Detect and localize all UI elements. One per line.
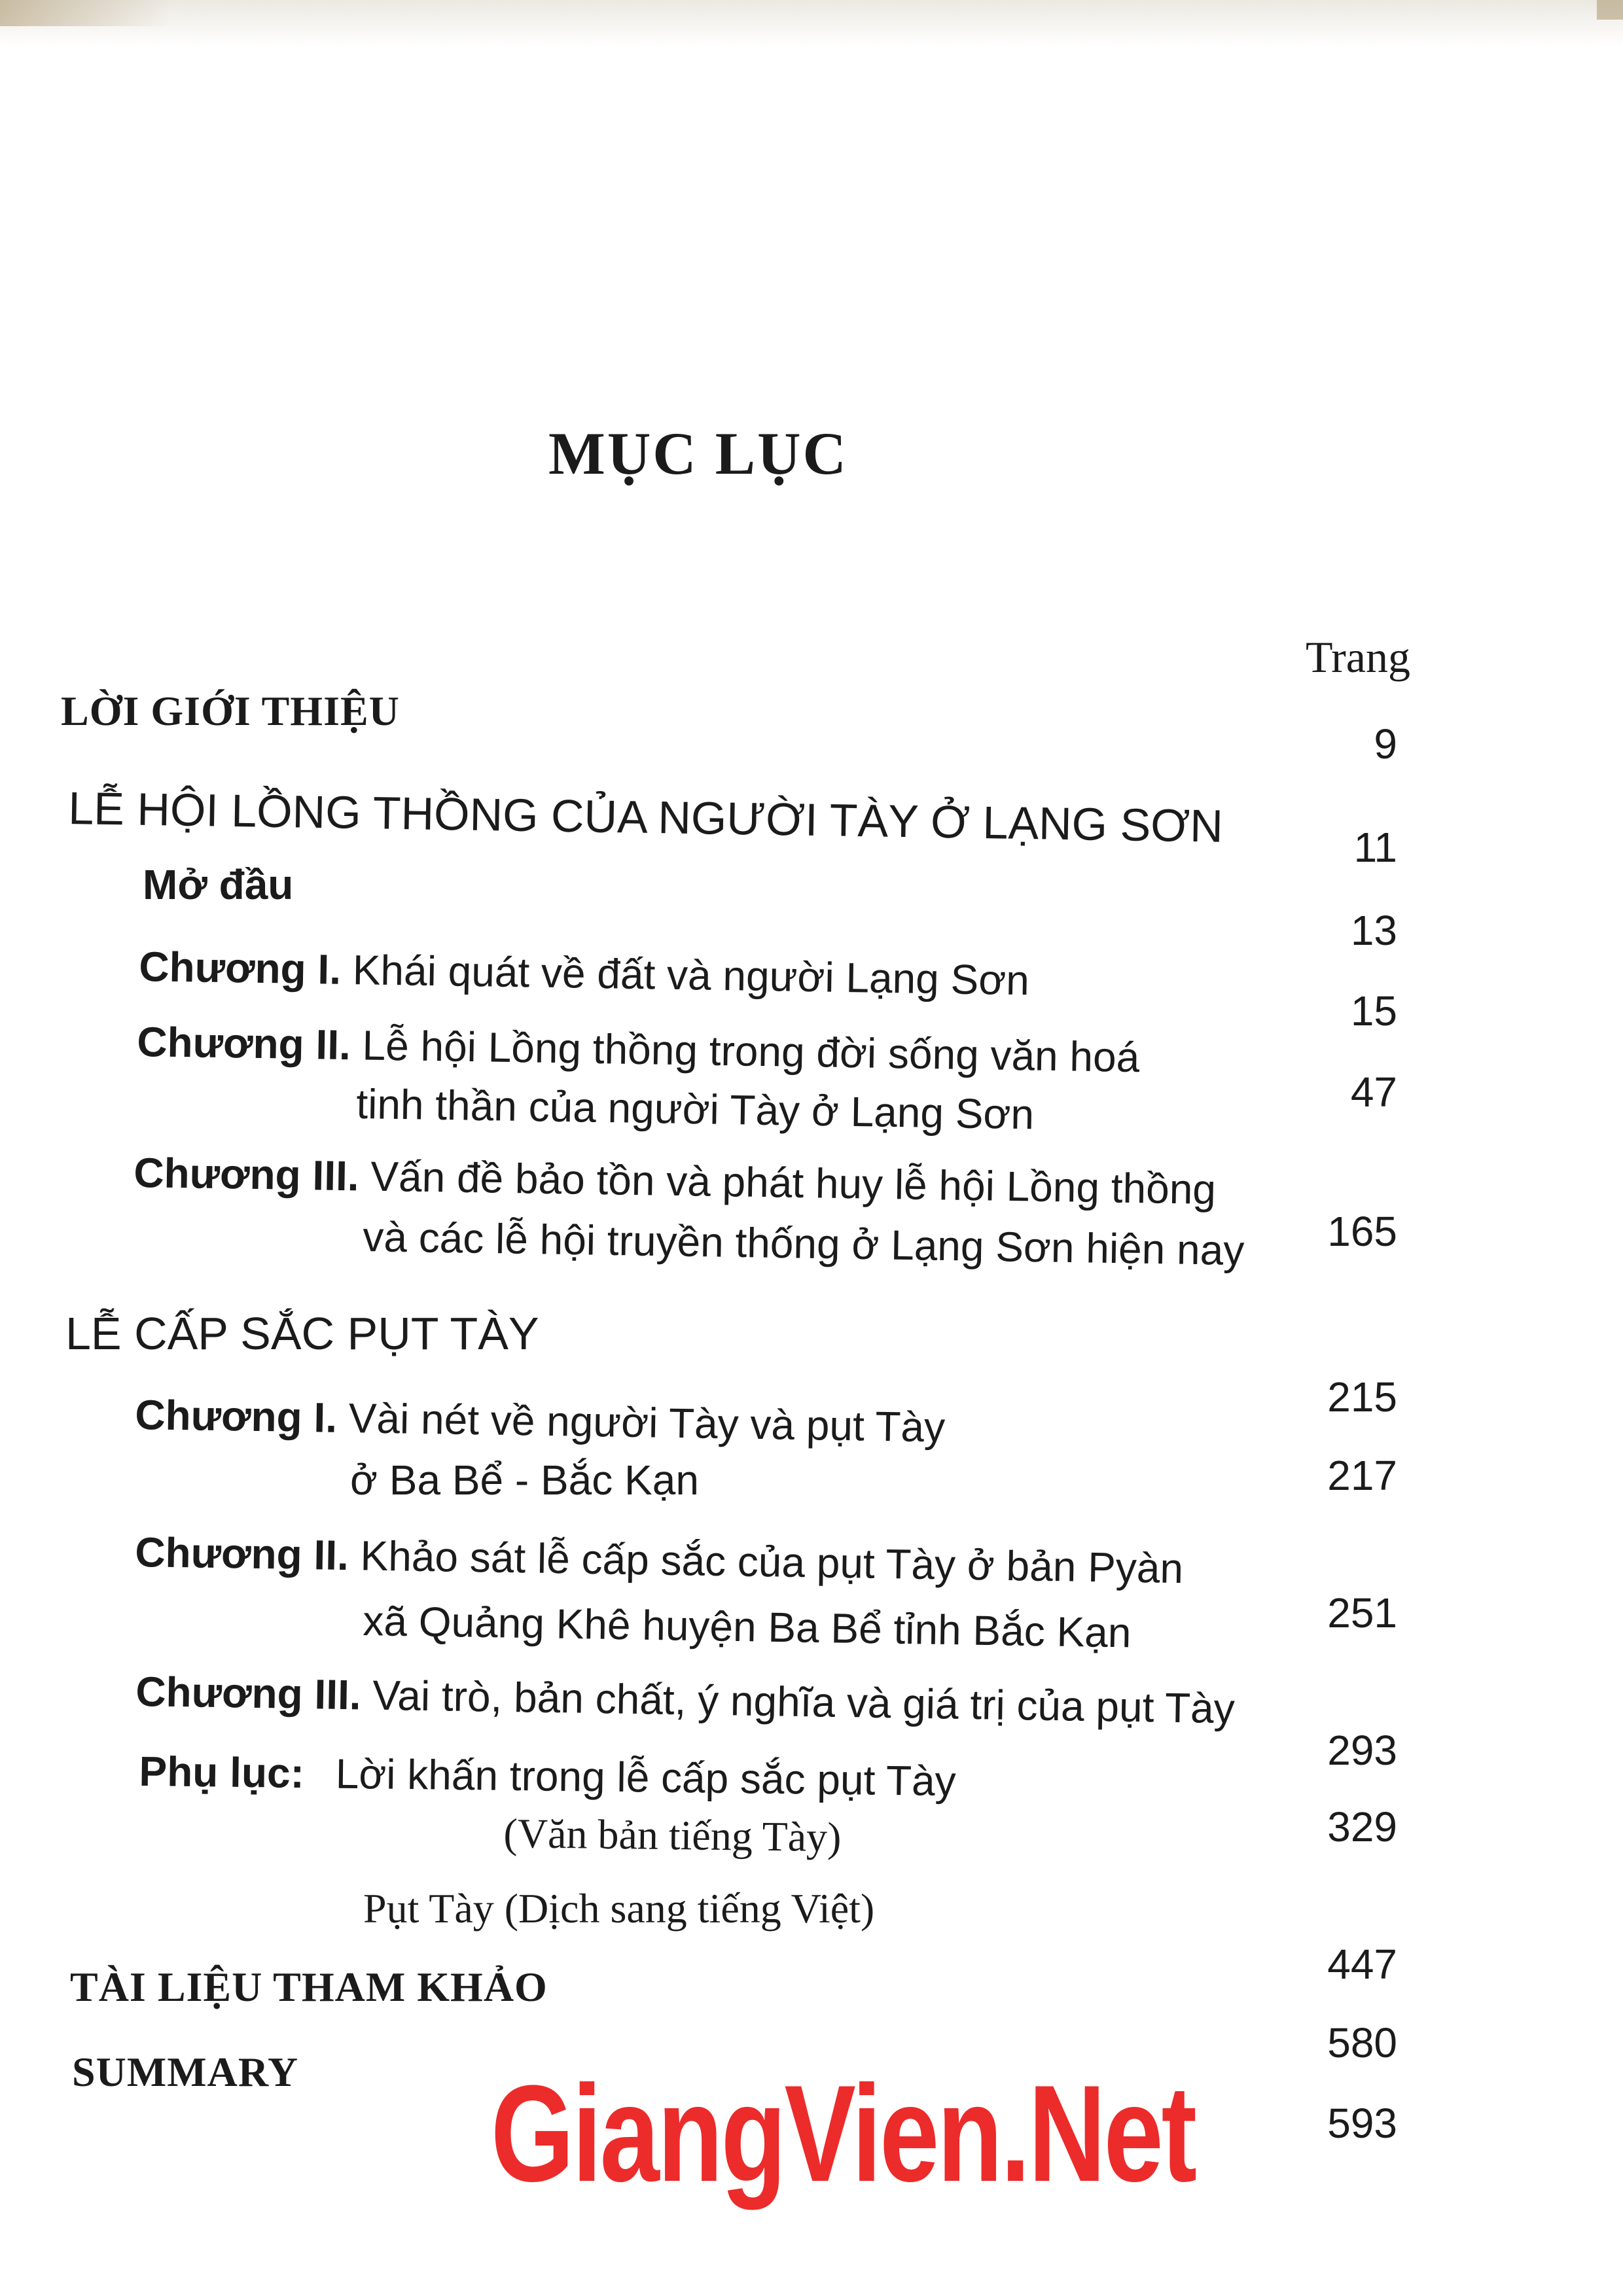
toc-loi-gioi-thieu: LỜI GIỚI THIỆU	[61, 688, 400, 734]
toc-page-number: 215	[1327, 1373, 1397, 1421]
toc-part2-put-tay: Pụt Tày (Dịch sang tiếng Việt)	[363, 1885, 875, 1932]
chapter-title: Khái quát về đất và người Lạng Sơn	[352, 946, 1030, 1004]
scan-corner-left	[0, 0, 170, 26]
toc-tai-lieu-tham-khao: TÀI LIỆU THAM KHẢO	[70, 1964, 548, 2010]
toc-page-number: 593	[1327, 2100, 1397, 2147]
toc-page-number: 165	[1327, 1208, 1397, 1255]
chapter-prefix: Chương I.	[138, 942, 342, 993]
toc-part2-chapter1	[135, 1390, 946, 1451]
toc-page-number: 11	[1353, 824, 1397, 871]
toc-page-number: 580	[1327, 2019, 1397, 2066]
toc-summary: SUMMARY	[72, 2049, 299, 2095]
toc-page-number: 47	[1350, 1069, 1397, 1116]
toc-page-number: 15	[1350, 987, 1397, 1034]
chapter-title-line1: Khảo sát lễ cấp sắc của pụt Tày ở bản Pyàn	[360, 1532, 1184, 1593]
toc-page-number: 293	[1327, 1727, 1397, 1774]
chapter-title-line1: Lễ hội Lồng thồng trong đời sống văn hoá	[362, 1021, 1140, 1082]
toc-page-number: 217	[1327, 1452, 1397, 1499]
toc-part2-chapter2	[135, 1528, 1184, 1593]
toc-part1-chapter2	[137, 1017, 1140, 1082]
toc-mo-dau: Mở đầu	[143, 861, 294, 908]
chapter-title: Vai trò, bản chất, ý nghĩa và giá trị của pụt Tày	[372, 1671, 1236, 1733]
toc-page-number: 13	[1350, 907, 1397, 954]
toc-part1-chapter1	[139, 942, 1030, 1004]
chapter-title-line2: tinh thần của người Tày ở Lạng Sơn	[355, 1080, 1035, 1139]
toc-part2-phu-luc	[139, 1747, 956, 1805]
chapter-title-line1: Vài nét về người Tày và pụt Tày	[348, 1394, 946, 1451]
chapter-title-line2: ở Ba Bể - Bắc Kạn	[350, 1457, 699, 1504]
chapter-prefix: Chương II.	[136, 1017, 351, 1069]
appendix-prefix: Phụ lục:	[139, 1748, 305, 1797]
toc-page-number: 329	[1327, 1803, 1397, 1850]
appendix-title-line2: (Văn bản tiếng Tày)	[503, 1810, 842, 1861]
toc-part2-chapter3	[135, 1667, 1235, 1733]
page-column-header: Trang	[1306, 632, 1410, 682]
chapter-title-line1: Vấn đề bảo tồn và phát huy lễ hội Lồng thồng	[370, 1152, 1217, 1213]
chapter-prefix: Chương I.	[134, 1390, 338, 1441]
appendix-title-line1: Lời khấn trong lễ cấp sắc pụt Tày	[335, 1750, 957, 1805]
toc-part1-chapter3	[134, 1148, 1217, 1214]
toc-part2-heading: LỄ CẤP SẮC PỤT TÀY	[65, 1308, 539, 1359]
chapter-title-line2: và các lễ hội truyền thống ở Lạng Sơn hiện nay	[362, 1212, 1245, 1275]
scan-edge-shadow	[0, 0, 1623, 46]
toc-page-number: 251	[1327, 1589, 1397, 1636]
chapter-title-line2: xã Quảng Khê huyện Ba Bể tỉnh Bắc Kạn	[362, 1597, 1132, 1657]
toc-page-number: 447	[1327, 1941, 1397, 1988]
chapter-prefix: Chương III.	[133, 1148, 360, 1200]
scan-corner-right	[1597, 0, 1623, 20]
watermark-logo: GiangVien.Net	[491, 2057, 1195, 2210]
chapter-prefix: Chương III.	[135, 1667, 362, 1719]
toc-page-number: 9	[1374, 720, 1397, 768]
chapter-prefix: Chương II.	[134, 1528, 349, 1580]
page-title: MỤC LỤC	[548, 420, 848, 487]
toc-part1-heading: LỄ HỘI LỒNG THỒNG CỦA NGƯỜI TÀY Ở LẠNG SƠN	[67, 782, 1224, 852]
